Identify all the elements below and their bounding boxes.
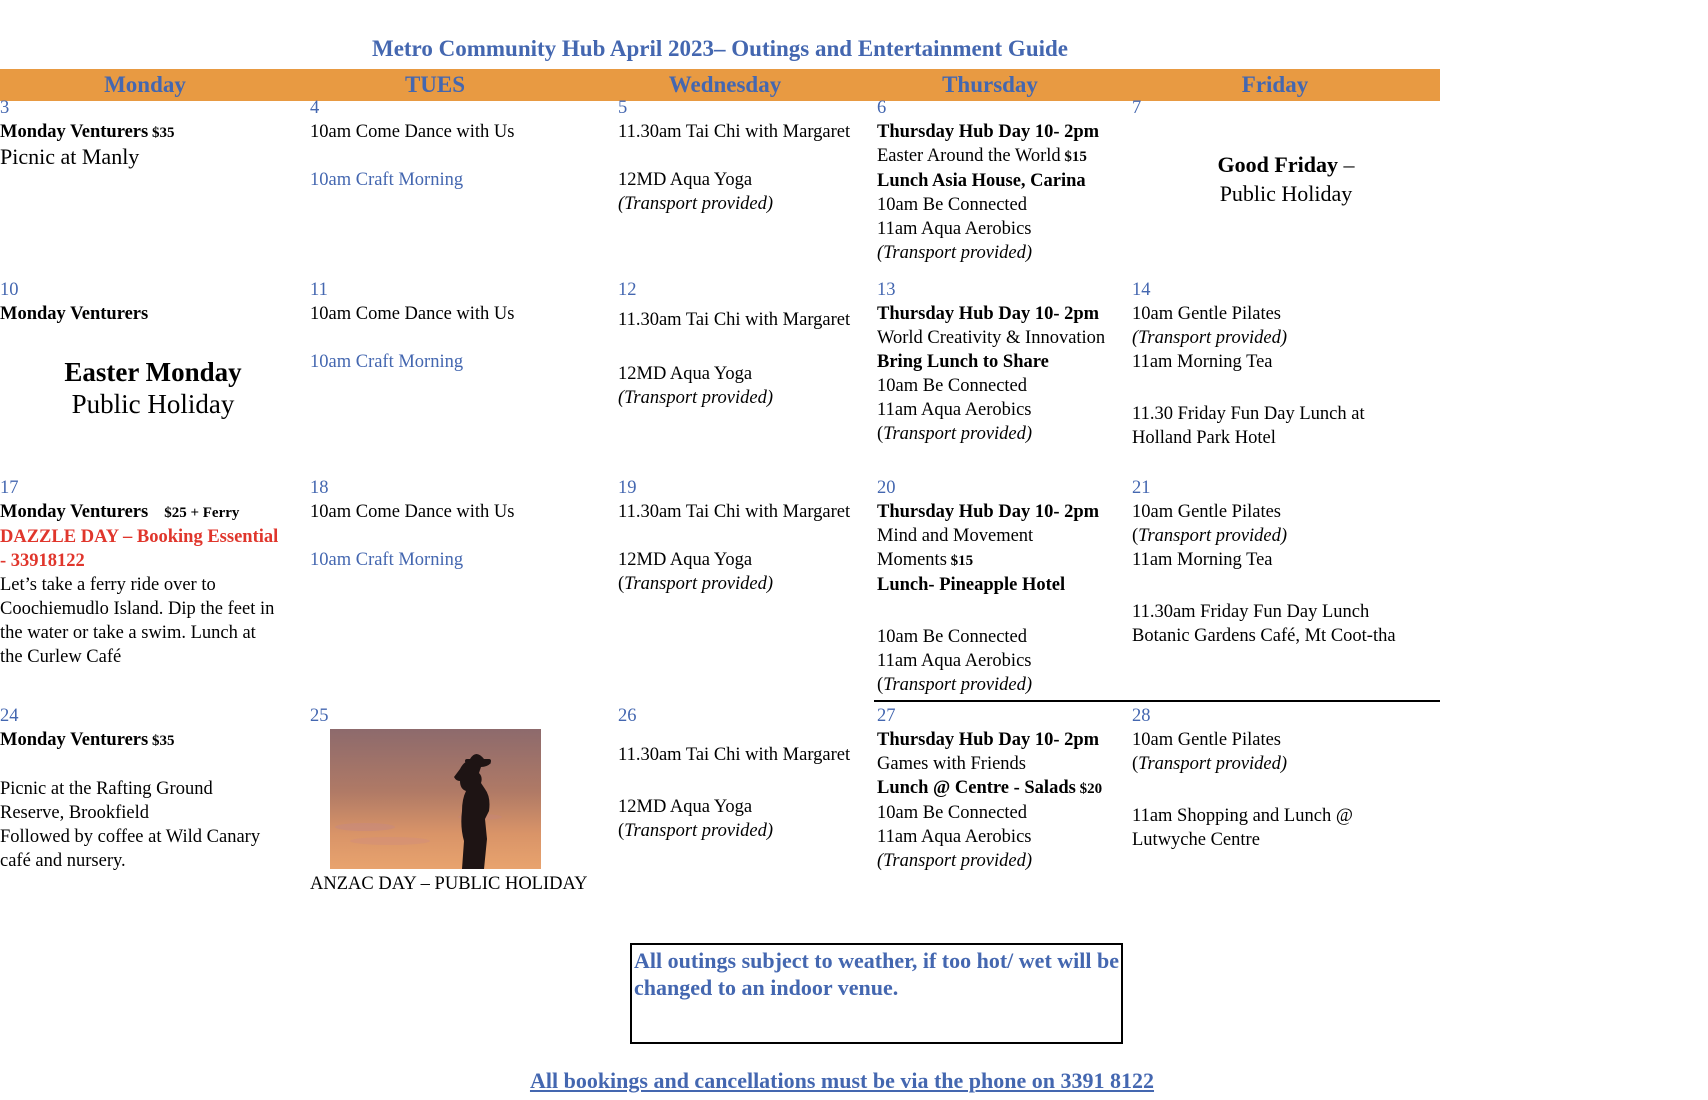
event-detail: café and nursery. bbox=[0, 851, 126, 871]
event-detail: Let’s take a ferry ride over to bbox=[0, 575, 216, 595]
holiday-name: Easter Monday bbox=[64, 357, 242, 387]
event-item: Lutwyche Centre bbox=[1132, 830, 1260, 850]
day-number: 27 bbox=[877, 706, 896, 726]
event-item: 11.30am Tai Chi with Margaret bbox=[618, 122, 851, 142]
event-item: 11am Morning Tea bbox=[1132, 550, 1273, 570]
day-number: 28 bbox=[1132, 706, 1151, 726]
event-item: 11am Aqua Aerobics bbox=[877, 827, 1032, 847]
event-note: Transport provided) bbox=[624, 574, 774, 594]
day-number: 4 bbox=[310, 98, 320, 118]
day-number: 12 bbox=[618, 280, 637, 300]
day-number: 7 bbox=[1132, 98, 1142, 118]
weather-notice-box: All outings subject to weather, if too hot/ wet will be changed to an indoor venue. bbox=[630, 943, 1123, 1044]
event-note: Transport provided) bbox=[1138, 526, 1288, 546]
header-friday: Friday bbox=[1241, 72, 1309, 97]
day-number: 21 bbox=[1132, 478, 1151, 498]
day-number: 13 bbox=[877, 280, 896, 300]
header-thursday: Thursday bbox=[942, 72, 1038, 97]
day-number: 5 bbox=[618, 98, 628, 118]
event-title: Monday Venturers bbox=[0, 730, 149, 750]
cell-apr-21 bbox=[1132, 476, 1440, 648]
anzac-soldier-silhouette-image bbox=[330, 729, 541, 869]
event-title: Monday Venturers bbox=[0, 502, 149, 522]
event-item: Holland Park Hotel bbox=[1132, 428, 1276, 448]
event-item: 10am Be Connected bbox=[877, 195, 1028, 215]
event-note: (Transport provided) bbox=[877, 243, 1033, 263]
event-item: Lunch @ Centre - Salads bbox=[877, 778, 1076, 798]
event-item: 12MD Aqua Yoga bbox=[618, 797, 753, 817]
event-item: 10am Craft Morning bbox=[310, 352, 464, 372]
event-title: Monday Venturers bbox=[0, 122, 149, 142]
cell-apr-12 bbox=[618, 278, 880, 410]
cell-apr-26 bbox=[618, 704, 880, 843]
event-item: Botanic Gardens Café, Mt Coot-tha bbox=[1132, 626, 1396, 646]
cell-apr-28 bbox=[1132, 704, 1440, 852]
day-number: 10 bbox=[0, 280, 19, 300]
event-item: 11am Aqua Aerobics bbox=[877, 219, 1032, 239]
event-item: 10am Be Connected bbox=[877, 376, 1028, 396]
event-note: (Transport provided) bbox=[877, 851, 1033, 871]
header-wednesday: Wednesday bbox=[668, 72, 782, 97]
event-item: Lunch Asia House, Carina bbox=[877, 171, 1086, 191]
paren: ( bbox=[618, 821, 625, 841]
day-number: 20 bbox=[877, 478, 896, 498]
day-number: 17 bbox=[0, 478, 19, 498]
event-title: Monday Venturers bbox=[0, 304, 149, 324]
event-note: Transport provided) bbox=[1138, 754, 1288, 774]
event-item: 11.30am Tai Chi with Margaret bbox=[618, 502, 851, 522]
header-tuesday: TUES bbox=[404, 72, 466, 97]
paren: ( bbox=[618, 574, 625, 594]
cell-apr-24 bbox=[0, 704, 306, 873]
holiday-label: Public Holiday bbox=[71, 389, 235, 419]
cell-apr-3 bbox=[0, 96, 286, 169]
booking-contact-footer[interactable]: All bookings and cancellations must be via the phone on 3391 8122 bbox=[529, 1068, 1155, 1093]
price: $35 bbox=[148, 733, 175, 749]
day-number: 19 bbox=[618, 478, 637, 498]
cell-apr-18 bbox=[310, 476, 580, 572]
cell-apr-25 bbox=[310, 704, 580, 728]
paren: ( bbox=[877, 424, 884, 444]
event-item: 10am Come Dance with Us bbox=[310, 304, 515, 324]
event-detail: Reserve, Brookfield bbox=[0, 803, 149, 823]
event-title: Thursday Hub Day 10- 2pm bbox=[877, 730, 1100, 750]
event-item: 12MD Aqua Yoga bbox=[618, 170, 753, 190]
booking-alert: DAZZLE DAY – Booking Essential bbox=[0, 527, 279, 547]
paren: ( bbox=[1132, 754, 1139, 774]
event-item: 11am Shopping and Lunch @ bbox=[1132, 806, 1353, 826]
header-monday: Monday bbox=[104, 72, 186, 97]
event-item: 11am Morning Tea bbox=[1132, 352, 1273, 372]
event-detail: the Curlew Café bbox=[0, 647, 122, 667]
event-item: 10am Be Connected bbox=[877, 803, 1028, 823]
event-item: 12MD Aqua Yoga bbox=[618, 364, 753, 384]
event-note: (Transport provided) bbox=[618, 388, 774, 408]
event-item: 12MD Aqua Yoga bbox=[618, 550, 753, 570]
price: $15 bbox=[946, 553, 974, 569]
anzac-day-caption: ANZAC DAY – PUBLIC HOLIDAY bbox=[310, 874, 588, 894]
event-item: Games with Friends bbox=[877, 754, 1027, 774]
event-title: Thursday Hub Day 10- 2pm bbox=[877, 502, 1100, 522]
event-item: 11.30 Friday Fun Day Lunch at bbox=[1132, 404, 1365, 424]
price: $35 bbox=[148, 125, 175, 141]
event-note: (Transport provided) bbox=[618, 194, 774, 214]
event-item: 11am Aqua Aerobics bbox=[877, 651, 1032, 671]
day-number: 6 bbox=[877, 98, 887, 118]
event-note: Transport provided) bbox=[883, 424, 1033, 444]
day-number: 24 bbox=[0, 706, 19, 726]
day-number: 14 bbox=[1132, 280, 1151, 300]
cell-apr-7 bbox=[1132, 96, 1440, 208]
event-item: 10am Be Connected bbox=[877, 627, 1028, 647]
event-note: Transport provided) bbox=[883, 675, 1033, 695]
event-item: Lunch- Pineapple Hotel bbox=[877, 575, 1066, 595]
holiday-dash: – bbox=[1337, 152, 1355, 177]
event-detail: Coochiemudlo Island. Dip the feet in bbox=[0, 599, 275, 619]
price: $25 + Ferry bbox=[164, 505, 240, 521]
day-number: 26 bbox=[618, 706, 637, 726]
event-item: 10am Gentle Pilates bbox=[1132, 730, 1281, 750]
event-note: Transport provided) bbox=[624, 821, 774, 841]
day-number: 11 bbox=[310, 280, 328, 300]
day-number: 18 bbox=[310, 478, 329, 498]
cell-apr-19 bbox=[618, 476, 880, 596]
event-detail: the water or take a swim. Lunch at bbox=[0, 623, 256, 643]
cell-apr-4 bbox=[310, 96, 580, 192]
event-title: Thursday Hub Day 10- 2pm bbox=[877, 122, 1100, 142]
event-item: 10am Craft Morning bbox=[310, 170, 464, 190]
event-item: 11.30am Tai Chi with Margaret bbox=[618, 745, 851, 765]
event-item: 10am Craft Morning bbox=[310, 550, 464, 570]
event-item: 11.30am Tai Chi with Margaret bbox=[618, 310, 851, 330]
event-item: 10am Gentle Pilates bbox=[1132, 304, 1281, 324]
event-item: 10am Come Dance with Us bbox=[310, 122, 515, 142]
event-item: 11am Aqua Aerobics bbox=[877, 400, 1032, 420]
booking-phone: - 33918122 bbox=[0, 551, 85, 571]
event-detail: Picnic at the Rafting Ground bbox=[0, 779, 213, 799]
event-item: Mind and Movement bbox=[877, 526, 1034, 546]
event-item: 10am Gentle Pilates bbox=[1132, 502, 1281, 522]
event-item: Easter Around the World bbox=[877, 146, 1061, 166]
event-item: 11.30am Friday Fun Day Lunch bbox=[1132, 602, 1370, 622]
holiday-label: Public Holiday bbox=[1219, 181, 1353, 206]
holiday-name: Good Friday bbox=[1217, 152, 1338, 177]
soldier-silhouette-icon bbox=[330, 729, 541, 869]
event-detail: Followed by coffee at Wild Canary bbox=[0, 827, 261, 847]
cell-apr-20 bbox=[877, 476, 1129, 697]
price: $20 bbox=[1075, 781, 1103, 797]
cell-apr-17 bbox=[0, 476, 306, 669]
event-detail: Picnic at Manly bbox=[0, 144, 140, 169]
paren: ( bbox=[1132, 526, 1139, 546]
divider-line bbox=[874, 700, 1440, 702]
event-item: Moments bbox=[877, 550, 947, 570]
price: $15 bbox=[1060, 149, 1087, 165]
page-title: Metro Community Hub April 2023– Outings and Entertainment Guide bbox=[371, 36, 1069, 61]
event-item: 10am Come Dance with Us bbox=[310, 502, 515, 522]
cell-apr-5 bbox=[618, 96, 880, 216]
cell-apr-11 bbox=[310, 278, 580, 374]
event-item: Bring Lunch to Share bbox=[877, 352, 1049, 372]
event-title: Thursday Hub Day 10- 2pm bbox=[877, 304, 1100, 324]
cell-apr-10 bbox=[0, 278, 286, 420]
event-note: (Transport provided) bbox=[1132, 328, 1288, 348]
day-number: 3 bbox=[0, 98, 10, 118]
cell-apr-13 bbox=[877, 278, 1129, 446]
event-item: World Creativity & Innovation bbox=[877, 328, 1106, 348]
day-number: 25 bbox=[310, 706, 329, 726]
cell-apr-27 bbox=[877, 704, 1129, 873]
paren: ( bbox=[877, 675, 884, 695]
cell-apr-6 bbox=[877, 96, 1129, 265]
cell-apr-14 bbox=[1132, 278, 1440, 450]
